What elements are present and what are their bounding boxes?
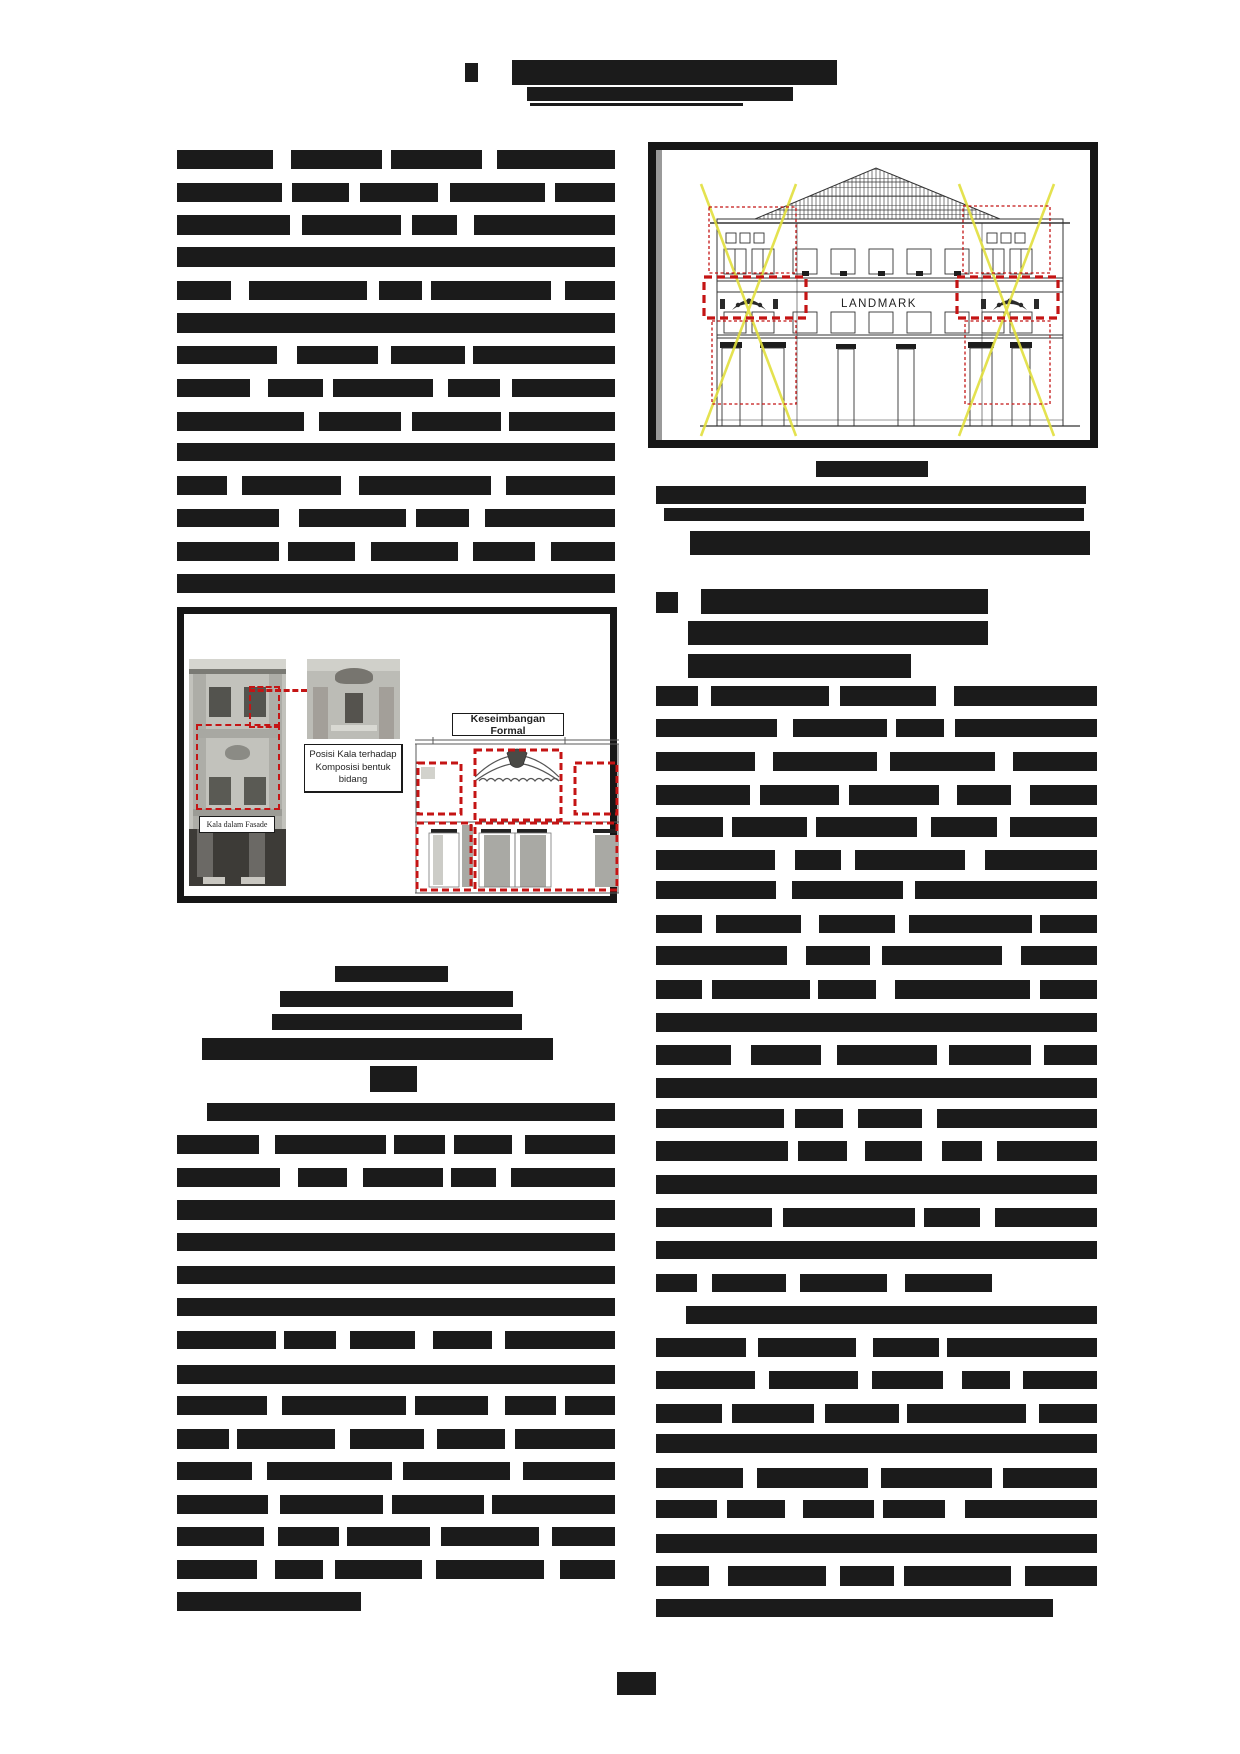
redacted-text-bar xyxy=(1040,980,1097,999)
redacted-text-bar xyxy=(436,1560,544,1579)
redacted-text-bar xyxy=(985,850,1097,870)
redacted-text-bar xyxy=(473,542,534,561)
redacted-text-bar xyxy=(282,1396,406,1415)
redacted-text-bar xyxy=(701,589,988,614)
redacted-text-bar xyxy=(882,946,1003,965)
redacted-text-bar xyxy=(849,785,938,805)
redacted-text-bar xyxy=(552,1527,615,1546)
posisi-kala-line2: Komposisi bentuk xyxy=(315,761,391,773)
redacted-text-bar xyxy=(656,1208,772,1227)
redacted-text-bar xyxy=(656,1078,1097,1098)
redacted-text-bar xyxy=(711,686,829,706)
facade-analysis-box xyxy=(196,724,280,810)
redacted-text-bar xyxy=(347,1527,430,1546)
redacted-text-bar xyxy=(686,1306,1097,1324)
redacted-text-bar xyxy=(732,817,807,837)
redacted-text-bar xyxy=(249,281,367,300)
redacted-text-bar xyxy=(806,946,871,965)
redacted-text-bar xyxy=(288,542,355,561)
posisi-kala-line3: bidang xyxy=(338,774,368,786)
redacted-text-bar xyxy=(656,592,678,613)
redacted-text-bar xyxy=(656,1274,697,1292)
kala-detail-box xyxy=(249,686,280,728)
redacted-text-bar xyxy=(873,1338,939,1357)
redacted-text-bar xyxy=(837,1045,937,1065)
redacted-text-bar xyxy=(1030,785,1097,805)
redacted-text-bar xyxy=(177,183,282,202)
balance-diagram xyxy=(415,737,619,905)
redacted-text-bar xyxy=(1040,915,1097,933)
redacted-text-bar xyxy=(792,881,903,899)
redacted-text-bar xyxy=(1025,1566,1097,1586)
redacted-text-bar xyxy=(415,1396,488,1415)
redacted-text-bar xyxy=(433,1331,492,1349)
redacted-text-bar xyxy=(403,1462,510,1480)
redacted-text-bar xyxy=(656,1434,1097,1453)
redacted-text-bar xyxy=(617,1672,656,1695)
redacted-text-bar xyxy=(560,1560,615,1579)
redacted-text-bar xyxy=(840,686,936,706)
redacted-text-bar xyxy=(751,1045,821,1065)
redacted-text-bar xyxy=(551,542,615,561)
redacted-text-bar xyxy=(760,785,839,805)
redacted-text-bar xyxy=(965,1500,1097,1518)
redacted-text-bar xyxy=(656,1404,722,1423)
redacted-text-bar xyxy=(712,1274,786,1292)
redacted-text-bar xyxy=(350,1331,415,1349)
redacted-text-bar xyxy=(525,1135,615,1154)
redacted-text-bar xyxy=(656,1468,743,1488)
redacted-text-bar xyxy=(656,946,787,965)
keseimbangan-formal-label xyxy=(452,713,564,736)
redacted-text-bar xyxy=(177,1396,267,1415)
redacted-text-bar xyxy=(656,1371,755,1389)
redacted-text-bar xyxy=(416,509,469,527)
redacted-text-bar xyxy=(924,1208,979,1227)
redacted-text-bar xyxy=(177,1168,280,1187)
kala-label-text: Kala dalam Fasade xyxy=(206,820,268,829)
redacted-text-bar xyxy=(177,476,227,495)
redacted-text-bar xyxy=(177,1331,276,1349)
redacted-text-bar xyxy=(272,1014,522,1030)
redacted-text-bar xyxy=(712,980,809,999)
redacted-text-bar xyxy=(905,1274,992,1292)
redacted-text-bar xyxy=(890,752,995,771)
redacted-text-bar xyxy=(656,850,775,870)
redacted-text-bar xyxy=(335,966,448,982)
redacted-text-bar xyxy=(371,542,458,561)
redacted-text-bar xyxy=(280,991,513,1007)
redacted-text-bar xyxy=(795,850,841,870)
redacted-text-bar xyxy=(275,1560,323,1579)
redacted-text-bar xyxy=(1021,946,1097,965)
redacted-text-bar xyxy=(177,1298,615,1316)
redacted-text-bar xyxy=(688,621,988,645)
redacted-text-bar xyxy=(335,1560,422,1579)
redacted-text-bar xyxy=(512,379,615,397)
redacted-text-bar xyxy=(825,1404,899,1423)
redacted-text-bar xyxy=(883,1500,946,1518)
redacted-text-bar xyxy=(280,1495,383,1514)
redacted-text-bar xyxy=(474,215,615,235)
redacted-text-bar xyxy=(758,1338,855,1357)
redacted-text-bar xyxy=(177,1462,252,1480)
redacted-text-bar xyxy=(819,915,895,933)
redacted-text-bar xyxy=(302,215,401,235)
redacted-text-bar xyxy=(931,817,997,837)
redacted-text-bar xyxy=(465,63,478,82)
redacted-text-bar xyxy=(298,1168,348,1187)
redacted-text-bar xyxy=(275,1135,386,1154)
redacted-text-bar xyxy=(716,915,801,933)
redacted-text-bar xyxy=(656,1566,709,1586)
redacted-text-bar xyxy=(565,281,615,300)
redacted-text-bar xyxy=(656,1500,717,1518)
redacted-text-bar xyxy=(1010,817,1097,837)
redacted-text-bar xyxy=(530,103,743,106)
redacted-text-bar xyxy=(732,1404,814,1423)
redacted-text-bar xyxy=(177,1266,615,1284)
redacted-text-bar xyxy=(656,1109,784,1128)
redacted-text-bar xyxy=(656,1599,1053,1617)
redacted-text-bar xyxy=(391,150,481,169)
redacted-text-bar xyxy=(656,817,723,837)
redacted-text-bar xyxy=(177,1135,259,1154)
redacted-text-bar xyxy=(793,719,887,737)
redacted-text-bar xyxy=(855,850,965,870)
redacted-text-bar xyxy=(437,1429,505,1449)
redacted-text-bar xyxy=(451,1168,496,1187)
redacted-text-bar xyxy=(412,215,457,235)
redacted-text-bar xyxy=(359,476,490,495)
redacted-text-bar xyxy=(895,980,1030,999)
posisi-kala-label xyxy=(304,744,403,793)
redacted-text-bar xyxy=(485,509,615,527)
redacted-text-bar xyxy=(177,281,231,300)
redacted-text-bar xyxy=(177,1592,361,1611)
redacted-text-bar xyxy=(505,1396,555,1415)
redacted-text-bar xyxy=(473,346,615,364)
redacted-text-bar xyxy=(177,509,279,527)
redacted-text-bar xyxy=(656,785,750,805)
redacted-text-bar xyxy=(656,1175,1097,1194)
redacted-text-bar xyxy=(319,412,400,431)
redacted-text-bar xyxy=(954,686,1097,706)
keseimbangan-label-text: Keseimbangan Formal xyxy=(470,712,546,737)
redacted-text-bar xyxy=(656,1141,788,1161)
redacted-text-bar xyxy=(379,281,421,300)
redacted-text-bar xyxy=(291,150,382,169)
redacted-text-bar xyxy=(523,1462,615,1480)
redacted-text-bar xyxy=(656,980,702,999)
redacted-text-bar xyxy=(202,1038,553,1060)
redacted-text-bar xyxy=(267,1462,392,1480)
redacted-text-bar xyxy=(727,1500,785,1518)
redacted-text-bar xyxy=(995,1208,1097,1227)
redacted-text-bar xyxy=(509,412,615,431)
redacted-text-bar xyxy=(177,346,277,364)
figure-facade-analysis xyxy=(177,607,617,903)
redacted-text-bar xyxy=(177,1233,615,1251)
redacted-text-bar xyxy=(297,346,378,364)
redacted-text-bar xyxy=(177,150,273,169)
redacted-text-bar xyxy=(177,247,615,267)
redacted-text-bar xyxy=(664,508,1084,521)
redacted-text-bar xyxy=(207,1103,615,1121)
redacted-text-bar xyxy=(942,1141,982,1161)
redacted-text-bar xyxy=(656,719,777,737)
redacted-text-bar xyxy=(795,1109,842,1128)
redacted-text-bar xyxy=(656,881,776,899)
redacted-text-bar xyxy=(816,817,916,837)
redacted-text-bar xyxy=(268,379,323,397)
redacted-text-bar xyxy=(957,785,1012,805)
redacted-text-bar xyxy=(441,1527,538,1546)
redacted-text-bar xyxy=(492,1495,615,1514)
redacted-text-bar xyxy=(656,752,755,771)
redacted-text-bar xyxy=(915,881,1097,899)
detail-connector-line xyxy=(249,689,307,692)
redacted-text-bar xyxy=(1013,752,1097,771)
redacted-text-bar xyxy=(656,486,1086,504)
redacted-text-bar xyxy=(962,1371,1010,1389)
redacted-text-bar xyxy=(350,1429,424,1449)
redacted-text-bar xyxy=(803,1500,874,1518)
redacted-text-bar xyxy=(656,915,702,933)
redacted-text-bar xyxy=(949,1045,1031,1065)
redacted-text-bar xyxy=(955,719,1097,737)
facade-photo xyxy=(189,659,286,886)
redacted-text-bar xyxy=(370,1066,417,1092)
redacted-text-bar xyxy=(904,1566,1010,1586)
redacted-text-bar xyxy=(896,719,944,737)
redacted-text-bar xyxy=(1044,1045,1097,1065)
redacted-text-bar xyxy=(299,509,407,527)
redacted-text-bar xyxy=(798,1141,846,1161)
redacted-text-bar xyxy=(242,476,341,495)
redacted-text-bar xyxy=(656,686,698,706)
redacted-text-bar xyxy=(177,574,615,593)
redacted-text-bar xyxy=(783,1208,914,1227)
redacted-text-bar xyxy=(865,1141,922,1161)
redacted-text-bar xyxy=(690,531,1090,555)
redacted-text-bar xyxy=(497,150,615,169)
redacted-text-bar xyxy=(177,1365,615,1384)
redacted-text-bar xyxy=(454,1135,511,1154)
redacted-text-bar xyxy=(997,1141,1097,1161)
redacted-text-bar xyxy=(907,1404,1026,1423)
redacted-text-bar xyxy=(840,1566,894,1586)
redacted-text-bar xyxy=(177,412,304,431)
redacted-text-bar xyxy=(431,281,551,300)
redacted-text-bar xyxy=(773,752,877,771)
redacted-text-bar xyxy=(800,1274,887,1292)
redacted-text-bar xyxy=(818,980,876,999)
redacted-text-bar xyxy=(292,183,349,202)
redacted-text-bar xyxy=(284,1331,335,1349)
redacted-text-bar xyxy=(656,1045,731,1065)
kala-dalam-fasade-label xyxy=(199,816,275,833)
redacted-text-bar xyxy=(688,654,911,678)
redacted-text-bar xyxy=(237,1429,335,1449)
redacted-text-bar xyxy=(881,1468,991,1488)
redacted-text-bar xyxy=(394,1135,444,1154)
redacted-text-bar xyxy=(391,346,465,364)
redacted-text-bar xyxy=(515,1429,615,1449)
redacted-text-bar xyxy=(177,1560,257,1579)
redacted-text-bar xyxy=(656,1241,1097,1259)
redacted-text-bar xyxy=(363,1168,443,1187)
redacted-text-bar xyxy=(450,183,545,202)
redacted-text-bar xyxy=(412,412,501,431)
redacted-text-bar xyxy=(177,215,290,235)
redacted-text-bar xyxy=(872,1371,943,1389)
figure-landmark-elevation xyxy=(648,142,1098,448)
redacted-text-bar xyxy=(656,1013,1097,1032)
redacted-text-bar xyxy=(392,1495,483,1514)
redacted-text-bar xyxy=(278,1527,339,1546)
landmark-text: LANDMARK xyxy=(841,298,917,310)
redacted-text-bar xyxy=(177,379,250,397)
redacted-text-bar xyxy=(177,542,279,561)
redacted-text-bar xyxy=(177,443,615,461)
redacted-text-bar xyxy=(947,1338,1097,1357)
redacted-text-bar xyxy=(769,1371,858,1389)
redacted-text-bar xyxy=(1023,1371,1097,1389)
redacted-text-bar xyxy=(757,1468,868,1488)
redacted-text-bar xyxy=(909,915,1031,933)
redacted-text-bar xyxy=(937,1109,1097,1128)
redacted-text-bar xyxy=(512,60,837,85)
redacted-text-bar xyxy=(565,1396,615,1415)
redacted-text-bar xyxy=(333,379,433,397)
redacted-text-bar xyxy=(177,1200,615,1220)
redacted-text-bar xyxy=(728,1566,826,1586)
redacted-text-bar xyxy=(555,183,615,202)
redacted-text-bar xyxy=(816,461,928,477)
redacted-text-bar xyxy=(177,1527,264,1546)
redacted-text-bar xyxy=(656,1534,1097,1553)
redacted-text-bar xyxy=(511,1168,615,1187)
redacted-text-bar xyxy=(448,379,500,397)
posisi-kala-line1: Posisi Kala terhadap xyxy=(309,749,397,761)
redacted-text-bar xyxy=(177,1495,268,1514)
redacted-text-bar xyxy=(858,1109,922,1128)
redacted-text-bar xyxy=(1039,1404,1097,1423)
kala-detail-photo xyxy=(307,659,400,739)
redacted-text-bar xyxy=(177,1429,229,1449)
redacted-text-bar xyxy=(506,476,615,495)
redacted-text-bar xyxy=(177,313,615,333)
redacted-text-bar xyxy=(656,1338,746,1357)
redacted-text-bar xyxy=(360,183,438,202)
landmark-elevation-drawing xyxy=(662,152,1090,438)
redacted-text-bar xyxy=(1003,1468,1097,1488)
redacted-text-bar xyxy=(505,1331,615,1349)
redacted-text-bar xyxy=(527,87,793,101)
